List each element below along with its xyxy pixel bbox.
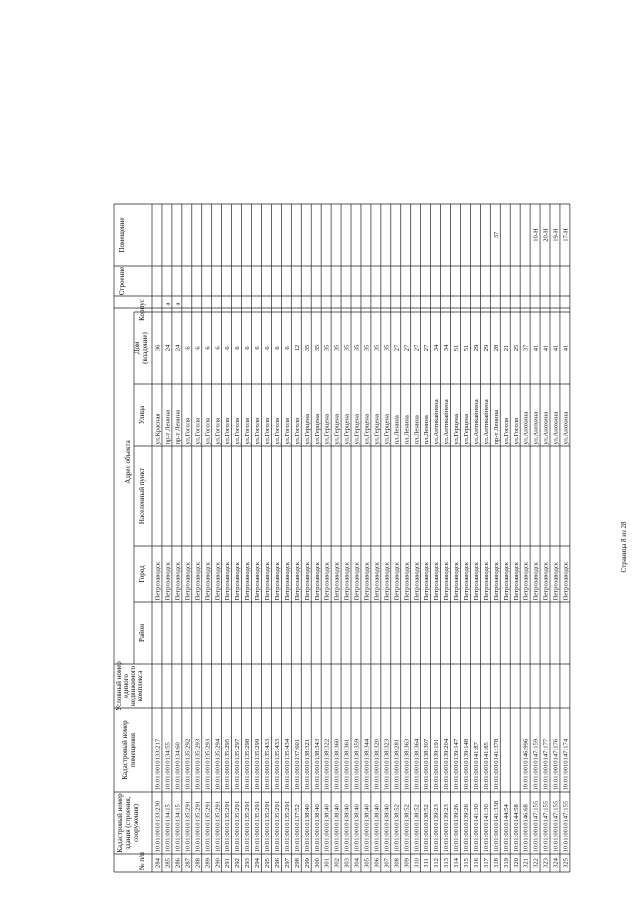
cell-house: 51 bbox=[463, 344, 470, 352]
cell-room-cad: 10:01:0010139:147 bbox=[453, 738, 461, 791]
cell-street: ул.Анохина bbox=[522, 411, 530, 445]
cell-room-cad: 10:01:0010135:292 bbox=[184, 738, 192, 791]
cell-street: ул.Антикайнена bbox=[443, 399, 451, 445]
cell-n: 324 bbox=[552, 858, 560, 868]
cell-city: Петрозаводск bbox=[512, 562, 520, 601]
cell-city: Петрозаводск bbox=[552, 562, 560, 601]
cell-room-cad: 10:01:0010138:343 bbox=[313, 738, 321, 791]
cell-street: пр-т Ленина bbox=[164, 410, 172, 445]
cell-room-cad: 10:01:0010133:217 bbox=[154, 738, 162, 791]
cell-n: 318 bbox=[492, 858, 500, 868]
cell-bld: 10:01:0010135:291 bbox=[264, 800, 271, 853]
cell-room-cad: 10:01:0010134:55 bbox=[164, 742, 172, 791]
cell-house: 41 bbox=[552, 344, 560, 352]
cell-room-cad: 10:01:0010138:364 bbox=[413, 738, 421, 791]
cell-corpus: а bbox=[174, 302, 182, 306]
cell-city: Петрозаводск bbox=[502, 562, 510, 601]
cell-house: 29 bbox=[472, 344, 480, 352]
header-address-group: Адрес объекта bbox=[124, 440, 132, 484]
header-building-cad-2: здания (строения, bbox=[124, 796, 132, 850]
cell-house: 6 bbox=[273, 346, 281, 350]
cell-city: Петрозаводск bbox=[472, 562, 480, 601]
cell-bld: 10:01:0010147:155 bbox=[552, 800, 560, 853]
cell-city: Петрозаводск bbox=[303, 562, 311, 601]
table-grid bbox=[114, 204, 570, 872]
cell-bld: 10:01:0010138:40 bbox=[383, 804, 391, 853]
cell-bld: 10:01:0010138:52 bbox=[423, 804, 431, 853]
cell-bld: 10:01:0010138:40 bbox=[343, 804, 351, 853]
cell-n: 305 bbox=[363, 858, 371, 868]
cell-street: пл.Ленина bbox=[393, 415, 401, 445]
cell-street: ул.Гоголя bbox=[244, 417, 252, 445]
cell-room-cad: 10:01:0010138:307 bbox=[423, 738, 431, 791]
cell-house: 35 bbox=[363, 344, 371, 352]
cell-bld: 10:01:0010138:40 bbox=[333, 804, 341, 853]
cell-room-cad: 10:01:0010138:323 bbox=[383, 738, 391, 791]
header-building-cad-3: сооружения) bbox=[132, 804, 140, 842]
cell-city: Петрозаводск bbox=[353, 562, 361, 601]
cell-house: 6 bbox=[264, 346, 271, 350]
cell-street: ул.Гоголя bbox=[204, 417, 212, 445]
cell-room-cad: 10:01:0010147:176 bbox=[552, 738, 560, 791]
cell-room-cad: 10:01:0010134:60 bbox=[174, 742, 182, 791]
cell-city: Петрозаводск bbox=[234, 562, 242, 601]
header-street: Улица bbox=[138, 405, 146, 425]
cell-n: 294 bbox=[254, 858, 262, 868]
cell-house: 27 bbox=[403, 344, 411, 352]
cell-bld: 10:01:0010137:52 bbox=[293, 804, 301, 853]
cell-city: Петрозаводск bbox=[254, 562, 262, 601]
cell-street: ул.Гоголя bbox=[234, 417, 242, 445]
cell-city: Петрозаводск bbox=[343, 562, 351, 601]
header-room-cad-1: Кадастровый номер bbox=[121, 720, 129, 780]
cell-bld: 10:01:0010144:58 bbox=[512, 804, 520, 853]
cell-house: 21 bbox=[502, 344, 510, 352]
cell-city: Петрозаводск bbox=[204, 562, 212, 601]
cell-city: Петрозаводск bbox=[562, 562, 570, 601]
cell-city: Петрозаводск bbox=[433, 562, 441, 601]
cell-bld: 10:01:0010147:155 bbox=[532, 800, 540, 853]
cell-street: ул.Гоголя bbox=[273, 417, 281, 445]
cell-bld: 10:01:0010141:338 bbox=[492, 800, 500, 853]
cell-n: 322 bbox=[532, 858, 540, 868]
cell-street: ул.Красная bbox=[154, 413, 162, 445]
cell-house: 27 bbox=[413, 344, 421, 352]
cell-n: 313 bbox=[443, 858, 451, 868]
cell-bld: 10:01:0010135:291 bbox=[184, 800, 192, 853]
cell-house: 24 bbox=[174, 344, 182, 352]
cell-n: 307 bbox=[383, 858, 391, 868]
cell-city: Петрозаводск bbox=[244, 562, 252, 601]
cell-room: 20-Н bbox=[542, 228, 550, 242]
cell-n: 325 bbox=[562, 858, 570, 868]
cell-room-cad: 10:01:0010135:433 bbox=[264, 738, 271, 791]
cell-n: 315 bbox=[463, 858, 470, 868]
cell-bld: 10:01:0010135:291 bbox=[234, 800, 242, 853]
cell-house: 35 bbox=[383, 344, 391, 352]
cell-n: 291 bbox=[224, 858, 232, 868]
cell-n: 287 bbox=[184, 858, 192, 868]
cell-street: пр-т Ленина bbox=[174, 410, 182, 445]
cell-house: 34 bbox=[433, 344, 441, 352]
cell-street: пл.Ленина bbox=[423, 415, 431, 445]
cell-n: 285 bbox=[164, 858, 172, 868]
header-num: № п/п bbox=[138, 852, 146, 870]
cell-room-cad: 10:01:0010147:159 bbox=[532, 738, 540, 791]
cell-city: Петрозаводск bbox=[363, 562, 371, 601]
cell-city: Петрозаводск bbox=[264, 562, 271, 601]
cell-n: 309 bbox=[403, 858, 411, 868]
cell-city: Петрозаводск bbox=[393, 562, 401, 601]
header-room: Помещение bbox=[118, 217, 126, 253]
cell-city: Петрозаводск bbox=[224, 562, 232, 601]
page-footer: Страница 8 из 28 bbox=[620, 521, 628, 573]
cell-house: 35 bbox=[303, 344, 311, 352]
cell-street: ул.Герцена bbox=[373, 414, 381, 445]
cell-n: 306 bbox=[373, 858, 381, 868]
cell-street: ул.Антикайнена bbox=[482, 399, 490, 445]
cell-house: 35 bbox=[333, 344, 341, 352]
cell-city: Петрозаводск bbox=[463, 562, 470, 601]
cell-city: Петрозаводск bbox=[423, 562, 431, 601]
cell-n: 297 bbox=[283, 858, 291, 868]
cell-room: 17-Н bbox=[562, 228, 570, 242]
cell-street: ул.Гоголя bbox=[264, 417, 271, 445]
cell-bld: 10:01:0010138:52 bbox=[393, 804, 401, 853]
cell-room-cad: 10:01:0010135:297 bbox=[234, 738, 242, 791]
cell-house: 28 bbox=[492, 344, 500, 352]
cell-room-cad: 10:01:0010138:321 bbox=[303, 738, 311, 791]
table-body bbox=[155, 228, 570, 868]
cell-n: 284 bbox=[154, 858, 162, 868]
cell-house: 41 bbox=[562, 344, 570, 352]
cell-room-cad: 10:01:0010139:148 bbox=[463, 738, 470, 791]
cell-street: пл.Ленина bbox=[413, 415, 421, 445]
cell-room-cad: 10:01:0010141:378 bbox=[492, 738, 500, 791]
cell-city: Петрозаводск bbox=[184, 562, 192, 601]
cell-city: Петрозаводск bbox=[174, 562, 182, 601]
cell-street: ул.Анохина bbox=[532, 411, 540, 445]
cell-house: 6 bbox=[283, 346, 291, 350]
cell-corpus: а bbox=[164, 302, 172, 306]
header-building-cad-1: Кадастровый номер bbox=[116, 793, 124, 853]
cell-room-cad: 10:01:0010138:344 bbox=[363, 738, 371, 791]
cell-city: Петрозаводск bbox=[214, 562, 222, 601]
cell-room-cad: 10:01:0010135:298 bbox=[244, 738, 252, 791]
cell-n: 321 bbox=[522, 858, 530, 868]
header-house-1: Дом bbox=[133, 341, 141, 355]
cell-city: Петрозаводск bbox=[413, 562, 421, 601]
cell-bld: 10:01:0010144:54 bbox=[502, 804, 510, 853]
cell-room-cad: 10:01:0010147:177 bbox=[542, 738, 550, 791]
cell-bld: 10:01:0010138:40 bbox=[353, 804, 361, 853]
cell-street: ул.Гоголя bbox=[254, 417, 262, 445]
cell-n: 300 bbox=[313, 858, 321, 868]
cell-street: ул.Герцена bbox=[303, 414, 311, 445]
cell-bld: 10:01:0010135:291 bbox=[204, 800, 212, 853]
cell-house: 25 bbox=[512, 344, 520, 352]
cell-street: ул.Герцена bbox=[363, 414, 371, 445]
cell-bld: 10:01:0010147:155 bbox=[562, 800, 570, 853]
cell-bld: 10:01:0010138:40 bbox=[373, 804, 381, 853]
cell-city: Петрозаводск bbox=[443, 562, 451, 601]
cell-house: 29 bbox=[482, 344, 490, 352]
cell-room-cad: 10:01:0010135:295 bbox=[224, 738, 232, 791]
cell-house: 41 bbox=[532, 344, 540, 352]
cell-city: Петрозаводск bbox=[522, 562, 530, 601]
cell-house: 27 bbox=[423, 344, 431, 352]
cell-street: ул.Герцена bbox=[463, 414, 470, 445]
cell-bld: 10:01:0010138:40 bbox=[323, 804, 331, 853]
cell-room-cad: 10:01:0010139:204 bbox=[443, 738, 451, 791]
cell-city: Петрозаводск bbox=[154, 562, 162, 601]
cell-bld: 10:01:0010139:23 bbox=[443, 804, 451, 853]
cell-room: 37 bbox=[492, 231, 500, 239]
cell-house: 35 bbox=[373, 344, 381, 352]
cell-street: ул.Герцена bbox=[313, 414, 321, 445]
cell-city: Петрозаводск bbox=[313, 562, 321, 601]
cell-house: 6 bbox=[234, 346, 242, 350]
cell-n: 304 bbox=[353, 858, 361, 868]
cell-house: 6 bbox=[204, 346, 212, 350]
cell-room-cad: 10:01:0010141:85 bbox=[482, 742, 490, 791]
cell-street: ул.Анохина bbox=[562, 411, 570, 445]
cell-house: 6 bbox=[224, 346, 232, 350]
cell-street: ул.Герцена bbox=[353, 414, 361, 445]
cell-bld: 10:01:0010135:291 bbox=[214, 800, 222, 853]
cell-street: ул.Анохина bbox=[552, 411, 560, 445]
cell-room-cad: 10:01:0010135:294 bbox=[214, 738, 222, 791]
cell-room: 10-Н bbox=[532, 228, 540, 242]
cell-room-cad: 10:01:0010139:191 bbox=[433, 738, 441, 791]
cell-city: Петрозаводск bbox=[532, 562, 540, 601]
cell-street: ул.Герцена bbox=[333, 414, 341, 445]
cell-city: Петрозаводск bbox=[482, 562, 490, 601]
cell-house: 27 bbox=[393, 344, 401, 352]
cell-city: Петрозаводск bbox=[373, 562, 381, 601]
cell-house: 35 bbox=[343, 344, 351, 352]
cell-room-cad: 10:01:0010138:320 bbox=[373, 738, 381, 791]
cell-street: ул.Антикайнена bbox=[472, 399, 480, 445]
cell-room-cad: 10:01:0010138:322 bbox=[323, 738, 331, 791]
cell-room-cad: 10:01:0010135:293 bbox=[204, 738, 212, 791]
cell-n: 320 bbox=[512, 858, 520, 868]
cell-city: Петрозаводск bbox=[273, 562, 281, 601]
cell-city: Петрозаводск bbox=[383, 562, 391, 601]
cell-bld: 10:01:0010135:291 bbox=[283, 800, 291, 853]
cell-n: 288 bbox=[194, 858, 202, 868]
cell-n: 302 bbox=[333, 858, 341, 868]
cell-city: Петрозаводск bbox=[164, 562, 172, 601]
cell-n: 292 bbox=[234, 858, 242, 868]
cell-bld: 10:01:0010134:15 bbox=[164, 804, 172, 853]
cell-street: ул.Анохина bbox=[542, 411, 550, 445]
cell-house: 24 bbox=[164, 344, 172, 352]
cell-room-cad: 10:01:0010135:293 bbox=[194, 738, 202, 791]
cell-bld: 10:01:0010146:68 bbox=[522, 804, 530, 853]
cell-bld: 10:01:0010133:230 bbox=[154, 800, 162, 853]
cell-room-cad: 10:01:0010135:434 bbox=[283, 738, 291, 791]
cell-n: 289 bbox=[204, 858, 212, 868]
cell-house: 35 bbox=[353, 344, 361, 352]
cell-room-cad: 10:01:0010138:363 bbox=[403, 738, 411, 791]
cell-street: ул.Антикайнена bbox=[433, 399, 441, 445]
header-locality: Населенный пункт bbox=[138, 467, 146, 525]
cell-street: ул.Герцена bbox=[343, 414, 351, 445]
cell-street: ул.Гоголя bbox=[184, 417, 192, 445]
cell-bld: 10:01:0010139:26 bbox=[463, 804, 470, 853]
cell-street: пл.Ленина bbox=[403, 415, 411, 445]
cell-house: 35 bbox=[313, 344, 321, 352]
cell-street: ул.Гоголя bbox=[512, 417, 520, 445]
cell-room-cad: 10:01:0010138:360 bbox=[333, 738, 341, 791]
cell-house: 34 bbox=[443, 344, 451, 352]
header-corpus: Корпус bbox=[138, 299, 146, 321]
table-header bbox=[115, 217, 149, 870]
cell-bld: 10:01:0010139:23 bbox=[433, 804, 441, 853]
cell-n: 310 bbox=[413, 858, 421, 868]
cell-bld: 10:01:0010138:40 bbox=[313, 804, 321, 853]
cell-city: Петрозаводск bbox=[194, 562, 202, 601]
cell-room-cad: 10:01:0010135:433 bbox=[273, 738, 281, 791]
cell-bld: 10:01:0010135:291 bbox=[224, 800, 232, 853]
cell-n: 319 bbox=[502, 858, 510, 868]
cell-street: пр-т Ленина bbox=[492, 410, 500, 445]
cell-n: 298 bbox=[293, 858, 301, 868]
cell-n: 296 bbox=[273, 858, 281, 868]
cell-street: ул.Гоголя bbox=[293, 417, 301, 445]
cell-bld: 10:01:0010147:155 bbox=[542, 800, 550, 853]
cell-house: 6 bbox=[214, 346, 222, 350]
cell-bld: 10:01:0010138:40 bbox=[303, 804, 311, 853]
cell-bld: 10:01:0010138:52 bbox=[413, 804, 421, 853]
cell-bld: 10:01:0010141:30 bbox=[482, 804, 490, 853]
cell-n: 286 bbox=[174, 858, 182, 868]
cell-street: ул.Гоголя bbox=[214, 417, 222, 445]
header-cond-1: Условный номер bbox=[115, 661, 123, 711]
cell-street: ул.Гоголя bbox=[502, 417, 510, 445]
cell-room-cad: 10:01:0010147:174 bbox=[562, 738, 570, 791]
cell-n: 314 bbox=[453, 858, 461, 868]
header-cond-2: единого bbox=[122, 674, 130, 698]
header-city: Город bbox=[138, 565, 146, 583]
cell-bld: 10:01:0010141:30 bbox=[472, 804, 480, 853]
cell-bld: 10:01:0010138:40 bbox=[363, 804, 371, 853]
cell-street: ул.Герцена bbox=[323, 414, 331, 445]
cell-street: ул.Герцена bbox=[383, 414, 391, 445]
cell-room-cad: 10:01:0010146:996 bbox=[522, 738, 530, 791]
cell-room-cad: 10:01:0010141:87 bbox=[472, 742, 480, 791]
cell-city: Петрозаводск bbox=[283, 562, 291, 601]
cell-house: 37 bbox=[522, 344, 530, 352]
cell-n: 308 bbox=[393, 858, 401, 868]
cell-n: 301 bbox=[323, 858, 331, 868]
cell-house: 36 bbox=[154, 344, 162, 352]
cell-n: 303 bbox=[343, 858, 351, 868]
cell-bld: 10:01:0010135:291 bbox=[254, 800, 262, 853]
cell-n: 290 bbox=[214, 858, 222, 868]
cell-house: 6 bbox=[254, 346, 262, 350]
cell-room-cad: 10:01:0010138:281 bbox=[393, 738, 401, 791]
cell-house: 35 bbox=[323, 344, 331, 352]
cell-street: ул.Гоголя bbox=[194, 417, 202, 445]
cell-n: 317 bbox=[482, 858, 490, 868]
cell-city: Петрозаводск bbox=[403, 562, 411, 601]
cell-room-cad: 10:01:0010137:601 bbox=[293, 738, 301, 791]
cell-city: Петрозаводск bbox=[453, 562, 461, 601]
header-building: Строение bbox=[118, 266, 126, 296]
cell-bld: 10:01:0010134:15 bbox=[174, 804, 182, 853]
cell-street: ул.Герцена bbox=[453, 414, 461, 445]
cell-city: Петрозаводск bbox=[542, 562, 550, 601]
cell-n: 316 bbox=[472, 858, 480, 868]
cell-house: 51 bbox=[453, 344, 461, 352]
header-house-2: (владение) bbox=[141, 332, 149, 364]
cell-room-cad: 10:01:0010138:361 bbox=[343, 738, 351, 791]
cell-bld: 10:01:0010138:52 bbox=[403, 804, 411, 853]
header-cond-3: недвижимого bbox=[129, 665, 137, 707]
header-district: Район bbox=[138, 624, 146, 642]
cell-n: 312 bbox=[433, 858, 441, 868]
cell-city: Петрозаводск bbox=[333, 562, 341, 601]
cell-house: 6 bbox=[244, 346, 252, 350]
cell-bld: 10:01:0010139:26 bbox=[453, 804, 461, 853]
cell-street: ул.Гоголя bbox=[283, 417, 291, 445]
cell-n: 311 bbox=[423, 858, 431, 868]
cell-city: Петрозаводск bbox=[293, 562, 301, 601]
cell-n: 323 bbox=[542, 858, 550, 868]
cell-bld: 10:01:0010135:291 bbox=[273, 800, 281, 853]
cell-city: Петрозаводск bbox=[323, 562, 331, 601]
cell-n: 293 bbox=[244, 858, 252, 868]
cell-room-cad: 10:01:0010138:359 bbox=[353, 738, 361, 791]
cell-n: 299 bbox=[303, 858, 311, 868]
cell-house: 12 bbox=[293, 344, 301, 352]
cell-room-cad: 10:01:0010135:299 bbox=[254, 738, 262, 791]
cell-street: ул.Гоголя bbox=[224, 417, 232, 445]
cell-bld: 10:01:0010135:291 bbox=[194, 800, 202, 853]
cell-house: 6 bbox=[184, 346, 192, 350]
header-room-cad-2: помещения bbox=[129, 733, 137, 767]
cell-city: Петрозаводск bbox=[492, 562, 500, 601]
cell-house: 6 bbox=[194, 346, 202, 350]
cell-bld: 10:01:0010135:291 bbox=[244, 800, 252, 853]
header-cond-4: комплекса bbox=[136, 670, 144, 702]
cell-house: 41 bbox=[542, 344, 550, 352]
cell-room: 19-Н bbox=[552, 228, 560, 242]
cell-n: 295 bbox=[264, 858, 271, 868]
